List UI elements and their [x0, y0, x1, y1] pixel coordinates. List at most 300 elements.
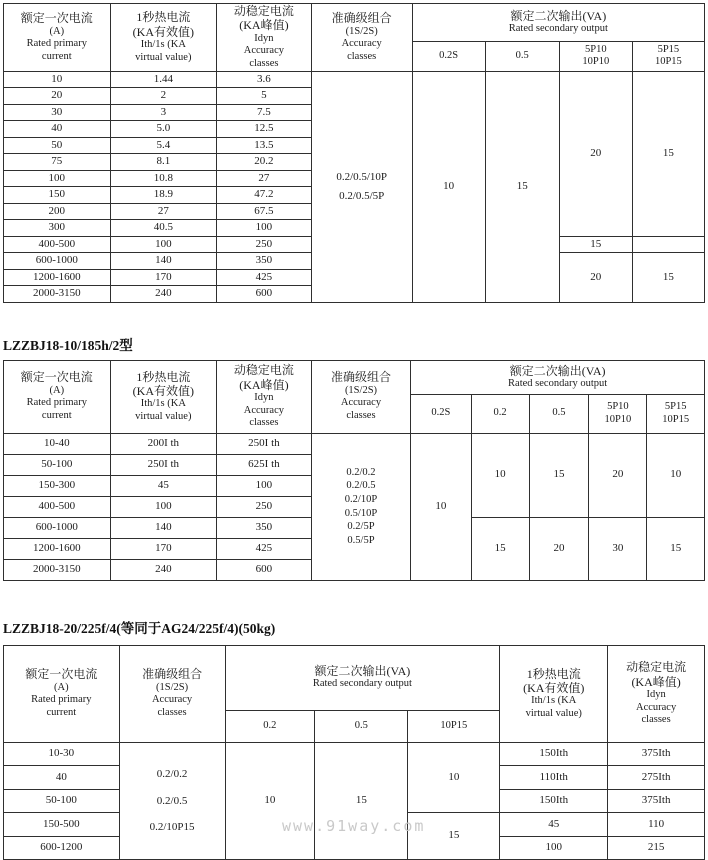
cell-text: Rated secondary output [508, 23, 608, 35]
cell-text: 15 [590, 237, 602, 250]
cell-text: (KA峰值) [631, 674, 681, 689]
header-cell [485, 42, 559, 71]
cell-text: Idyn [254, 392, 274, 404]
cell-text: 27 [157, 204, 169, 217]
data-cell [217, 517, 312, 538]
data-cell [500, 766, 608, 790]
data-cell [315, 742, 408, 860]
spec-table-lzzbj18-10-185h-2 [3, 360, 705, 581]
header-cell [500, 645, 608, 742]
data-cell [217, 559, 312, 580]
cell-text: 140 [155, 254, 172, 267]
data-cell [412, 71, 485, 302]
cell-text: 275Ith [641, 770, 671, 783]
data-cell [4, 203, 111, 220]
header-cell [632, 42, 704, 71]
cell-text: 240 [155, 287, 172, 300]
cell-text: 425 [255, 541, 273, 554]
data-cell [632, 236, 704, 253]
spec-table-lzzbj18-20-225f-4 [3, 645, 705, 860]
cell-text: 5P15 [657, 43, 680, 55]
cell-text: 15 [355, 794, 367, 807]
data-cell [632, 71, 704, 236]
cell-text: 5.0 [156, 122, 171, 135]
cell-text: 20 [590, 270, 602, 283]
cell-text: 110Ith [539, 770, 568, 783]
cell-text: Ith/1s (KA [140, 39, 186, 51]
data-cell [408, 813, 500, 860]
cell-text: 7.5 [257, 105, 271, 118]
cell-text: (1S/2S) [156, 681, 189, 693]
data-cell [217, 203, 312, 220]
cell-text: 15 [516, 179, 528, 192]
header-row [4, 360, 705, 394]
cell-text: 600-1000 [35, 520, 78, 533]
header-cell [559, 42, 632, 71]
header-cell [4, 645, 120, 742]
cell-text: 0.2/0.5/5P [339, 189, 385, 202]
data-cell [4, 813, 120, 837]
cell-text: 2000-3150 [32, 287, 81, 300]
cell-text: 10P10 [604, 413, 632, 425]
header-cell [4, 360, 111, 433]
cell-text: 10P15 [654, 56, 682, 68]
data-cell [500, 836, 608, 860]
cell-text: 5 [261, 89, 267, 102]
data-cell [471, 433, 529, 517]
cell-text: classes [157, 707, 187, 719]
cell-text: (1S/2S) [344, 384, 378, 396]
cell-text: Accuracy [243, 404, 285, 416]
data-cell [411, 433, 471, 580]
cell-text: classes [346, 410, 376, 422]
cell-text: 额定二次输出(VA) [314, 664, 411, 679]
cell-text: 1秒热电流 [136, 10, 191, 25]
data-cell [608, 766, 705, 790]
spec-table-lzzbj18-ratings-1 [3, 3, 705, 303]
cell-text: 2000-3150 [32, 562, 81, 575]
cell-text: 600 [255, 287, 273, 300]
data-cell [4, 559, 111, 580]
cell-text: 10 [264, 794, 276, 807]
data-cell [559, 71, 632, 236]
cell-text: 150-500 [42, 817, 80, 830]
data-cell [529, 433, 589, 517]
data-cell [110, 269, 217, 286]
cell-text: 45 [548, 817, 560, 830]
data-cell [4, 88, 111, 105]
cell-text: 1秒热电流 [526, 666, 581, 681]
data-cell [110, 220, 217, 237]
data-cell [4, 286, 111, 303]
cell-text: 18.9 [153, 188, 173, 201]
header-cell [589, 394, 647, 433]
cell-text: 额定一次电流 [25, 667, 98, 682]
cell-text: classes [249, 417, 279, 429]
data-row [4, 433, 705, 454]
cell-text: (KA有效值) [132, 383, 194, 398]
header-cell [119, 645, 225, 742]
data-cell [4, 253, 111, 270]
cell-text: 准确级组合 [142, 667, 203, 682]
cell-text: 200 [48, 204, 66, 217]
data-cell [4, 220, 111, 237]
data-row [4, 71, 705, 88]
table-2-title: LZZBJ18-10/185h/2型 [3, 337, 133, 353]
header-cell [529, 394, 589, 433]
cell-text: 10 [494, 468, 506, 481]
cell-text: 额定一次电流 [20, 370, 93, 385]
cell-text: 150 [48, 188, 66, 201]
cell-text: Accuracy [635, 701, 677, 713]
data-cell [110, 475, 217, 496]
data-cell [4, 836, 120, 860]
table-3-title: LZZBJ18-20/225f/4(等同于AG24/225f/4)(50kg) [3, 620, 276, 636]
cell-text: 0.2/10P [344, 493, 378, 505]
cell-text: Idyn [646, 689, 666, 701]
cell-text: (A) [54, 681, 69, 693]
data-cell [217, 496, 312, 517]
data-cell [217, 104, 312, 121]
cell-text: 准确级组合 [331, 11, 392, 26]
data-cell [110, 253, 217, 270]
cell-text: 1秒热电流 [136, 369, 191, 384]
cell-text: 15 [662, 270, 674, 283]
cell-text: virtual value) [135, 51, 192, 63]
data-cell [632, 253, 704, 303]
cell-text: 100 [255, 221, 273, 234]
cell-text: virtual value) [525, 707, 582, 719]
cell-text: 0.2/5P [347, 521, 375, 533]
cell-text: 375Ith [641, 747, 671, 760]
cell-text: Rated secondary output [508, 377, 608, 389]
data-cell [4, 170, 111, 187]
data-cell [110, 121, 217, 138]
cell-text: 150Ith [539, 794, 569, 807]
cell-text: Ith/1s (KA [531, 695, 577, 707]
data-cell [500, 789, 608, 813]
cell-text: 425 [255, 270, 273, 283]
cell-text: 240 [155, 562, 172, 575]
data-cell [110, 137, 217, 154]
cell-text: 250 [255, 237, 273, 250]
cell-text: 100 [155, 237, 172, 250]
cell-text: 15 [494, 541, 506, 554]
cell-text: (KA峰值) [239, 377, 289, 392]
cell-text: 50-100 [41, 457, 73, 470]
header-cell [471, 394, 529, 433]
header-cell [217, 4, 312, 72]
data-cell [217, 236, 312, 253]
cell-text: 20 [590, 146, 602, 159]
data-cell [119, 742, 225, 860]
data-cell [217, 253, 312, 270]
header-cell [4, 4, 111, 72]
cell-text: 1.44 [153, 72, 173, 85]
data-cell [4, 789, 120, 813]
data-cell [311, 433, 411, 580]
header-cell [217, 360, 312, 433]
cell-text: 0.2/0.5/10P [336, 170, 388, 183]
cell-text: 13.5 [254, 138, 274, 151]
data-cell [110, 538, 217, 559]
data-cell [217, 170, 312, 187]
data-cell [110, 559, 217, 580]
cell-text: 300 [48, 221, 66, 234]
cell-text: 20 [51, 89, 63, 102]
cell-text: 250 [255, 499, 273, 512]
data-cell [110, 203, 217, 220]
cell-text: 动稳定电流 [626, 660, 687, 675]
cell-text: 额定二次输出(VA) [509, 363, 606, 378]
data-cell [110, 88, 217, 105]
data-cell [110, 517, 217, 538]
data-cell [4, 766, 120, 790]
cell-text: 375Ith [641, 794, 671, 807]
data-cell [217, 88, 312, 105]
cell-text: 45 [157, 478, 169, 491]
cell-text: Rated secondary output [312, 678, 412, 690]
cell-text: 200I th [147, 436, 180, 449]
cell-text: Rated primary [26, 397, 87, 409]
watermark: www.91way.com [282, 817, 426, 835]
cell-text: 350 [255, 520, 273, 533]
data-cell [110, 187, 217, 204]
cell-text: 170 [155, 541, 172, 554]
cell-text: 2 [160, 89, 167, 102]
data-cell [500, 742, 608, 766]
header-cell [411, 360, 705, 394]
cell-text: 10-30 [48, 747, 75, 760]
data-cell [589, 433, 647, 517]
cell-text: 1200-1600 [32, 541, 81, 554]
cell-text: 0.5/10P [344, 507, 378, 519]
header-cell [225, 710, 315, 742]
data-cell [217, 71, 312, 88]
cell-text: 5.4 [156, 138, 171, 151]
cell-text: Rated primary [26, 38, 87, 50]
cell-text: 170 [155, 270, 172, 283]
cell-text: 3 [160, 105, 167, 118]
cell-text: 3.6 [257, 72, 271, 85]
data-cell [4, 154, 111, 171]
cell-text: 15 [670, 541, 682, 554]
cell-text: 0.5 [354, 719, 368, 731]
cell-text: 10 [448, 770, 460, 783]
data-cell [110, 286, 217, 303]
cell-text: 额定二次输出(VA) [510, 9, 607, 24]
cell-text: Rated primary [31, 694, 92, 706]
cell-text: 8.1 [156, 155, 171, 168]
header-cell [608, 645, 705, 742]
data-cell [4, 121, 111, 138]
cell-text: 150Ith [539, 747, 569, 760]
header-cell [225, 645, 500, 710]
cell-text: 0.5/5P [347, 534, 375, 546]
cell-text: (A) [49, 384, 65, 396]
data-cell [608, 742, 705, 766]
cell-text: 0.2/10P15 [149, 821, 195, 833]
data-cell [559, 253, 632, 303]
header-cell [412, 4, 704, 42]
header-cell [110, 4, 217, 72]
cell-text: 215 [647, 841, 665, 854]
cell-text: 0.2S [439, 50, 459, 62]
cell-text: 5P15 [664, 400, 687, 412]
data-cell [217, 286, 312, 303]
data-cell [217, 475, 312, 496]
cell-text: 准确级组合 [330, 370, 391, 385]
cell-text: 15 [662, 146, 674, 159]
data-cell [471, 517, 529, 580]
cell-text: current [46, 707, 77, 719]
cell-text: 140 [155, 520, 172, 533]
cell-text: 12.5 [254, 122, 274, 135]
cell-text: Accuracy [243, 45, 285, 57]
cell-text: 0.2/0.5 [346, 480, 376, 492]
cell-text: 10 [51, 72, 63, 85]
cell-text: 40 [55, 770, 67, 783]
data-cell [559, 236, 632, 253]
cell-text: 50 [51, 138, 63, 151]
cell-text: 150-300 [38, 478, 76, 491]
data-cell [110, 71, 217, 88]
cell-text: 110 [648, 817, 665, 830]
cell-text: 动稳定电流 [233, 4, 294, 18]
data-cell [500, 813, 608, 837]
header-cell [411, 394, 471, 433]
data-cell [110, 154, 217, 171]
data-cell [4, 104, 111, 121]
cell-text: 600-1000 [35, 254, 78, 267]
cell-text: 50-100 [45, 794, 77, 807]
cell-text: 75 [51, 155, 63, 168]
cell-text: 400-500 [38, 499, 76, 512]
data-cell [408, 742, 500, 813]
cell-text: classes [249, 57, 279, 69]
cell-text: (A) [49, 25, 65, 37]
data-cell [110, 433, 217, 454]
cell-text: 10 [435, 499, 447, 512]
data-cell [4, 71, 111, 88]
data-cell [217, 269, 312, 286]
data-cell [4, 137, 111, 154]
header-row [4, 645, 705, 710]
cell-text: 10P15 [440, 719, 468, 731]
cell-text: 250I th [147, 457, 180, 470]
data-cell [4, 187, 111, 204]
header-cell [647, 394, 705, 433]
cell-text: 625I th [248, 457, 280, 470]
cell-text: 0.5 [515, 50, 529, 62]
cell-text: 20 [553, 541, 565, 554]
cell-text: 100 [48, 171, 66, 184]
cell-text: 10-40 [43, 436, 70, 449]
data-cell [217, 187, 312, 204]
data-cell [217, 220, 312, 237]
data-cell [608, 813, 705, 837]
data-cell [4, 538, 111, 559]
data-cell [4, 269, 111, 286]
data-cell [4, 236, 111, 253]
data-cell [485, 71, 559, 302]
cell-text: 10 [670, 468, 682, 481]
data-cell [4, 496, 111, 517]
cell-text: 600 [255, 562, 273, 575]
header-cell [110, 360, 217, 433]
cell-text: (KA有效值) [523, 680, 585, 695]
data-cell [217, 154, 312, 171]
cell-text: 600-1200 [40, 841, 83, 854]
cell-text: (KA有效值) [132, 24, 194, 39]
cell-text: Accuracy [340, 397, 382, 409]
cell-text: 30 [51, 105, 63, 118]
cell-text: 0.2 [493, 407, 507, 419]
cell-text: 0.2S [431, 407, 451, 419]
cell-text: 15 [553, 468, 565, 481]
data-cell [529, 517, 589, 580]
cell-text: 250I th [248, 436, 280, 449]
cell-text: 1200-1600 [32, 270, 81, 283]
cell-text: Accuracy [341, 38, 382, 50]
data-cell [217, 433, 312, 454]
cell-text: 15 [448, 829, 460, 842]
cell-text: 100 [155, 499, 172, 512]
cell-text: Idyn [254, 32, 274, 44]
cell-text: 20 [612, 468, 624, 481]
data-cell [110, 236, 217, 253]
header-cell [311, 360, 411, 433]
data-cell [4, 475, 111, 496]
cell-text: 0.5 [552, 407, 566, 419]
data-cell [225, 742, 315, 860]
cell-text: 30 [612, 541, 624, 554]
cell-text: classes [641, 714, 671, 726]
data-cell [217, 454, 312, 475]
data-cell [311, 71, 412, 302]
cell-text: 27 [258, 171, 270, 184]
cell-text: Ith/1s (KA [140, 398, 186, 410]
data-cell [589, 517, 647, 580]
header-cell [315, 710, 408, 742]
cell-text: 0.2/0.2 [346, 466, 376, 478]
cell-text: virtual value) [135, 410, 192, 422]
data-cell [4, 517, 111, 538]
data-cell [110, 454, 217, 475]
cell-text: 10P10 [582, 56, 610, 68]
cell-text: 10P15 [662, 413, 690, 425]
data-cell [217, 121, 312, 138]
cell-text: 100 [545, 841, 562, 854]
cell-text: 20.2 [254, 155, 274, 168]
cell-text: classes [347, 50, 377, 62]
data-cell [4, 742, 120, 766]
cell-text: 40 [51, 122, 63, 135]
data-cell [217, 538, 312, 559]
data-cell [608, 789, 705, 813]
cell-text: current [41, 410, 72, 422]
data-cell [110, 496, 217, 517]
header-cell [408, 710, 500, 742]
cell-text: 47.2 [254, 188, 274, 201]
cell-text: 350 [255, 254, 273, 267]
cell-text: current [41, 50, 72, 62]
cell-text: (KA峰值) [239, 18, 289, 33]
cell-text: 400-500 [38, 237, 76, 250]
cell-text: Accuracy [151, 694, 193, 706]
header-cell [412, 42, 485, 71]
data-cell [647, 433, 705, 517]
